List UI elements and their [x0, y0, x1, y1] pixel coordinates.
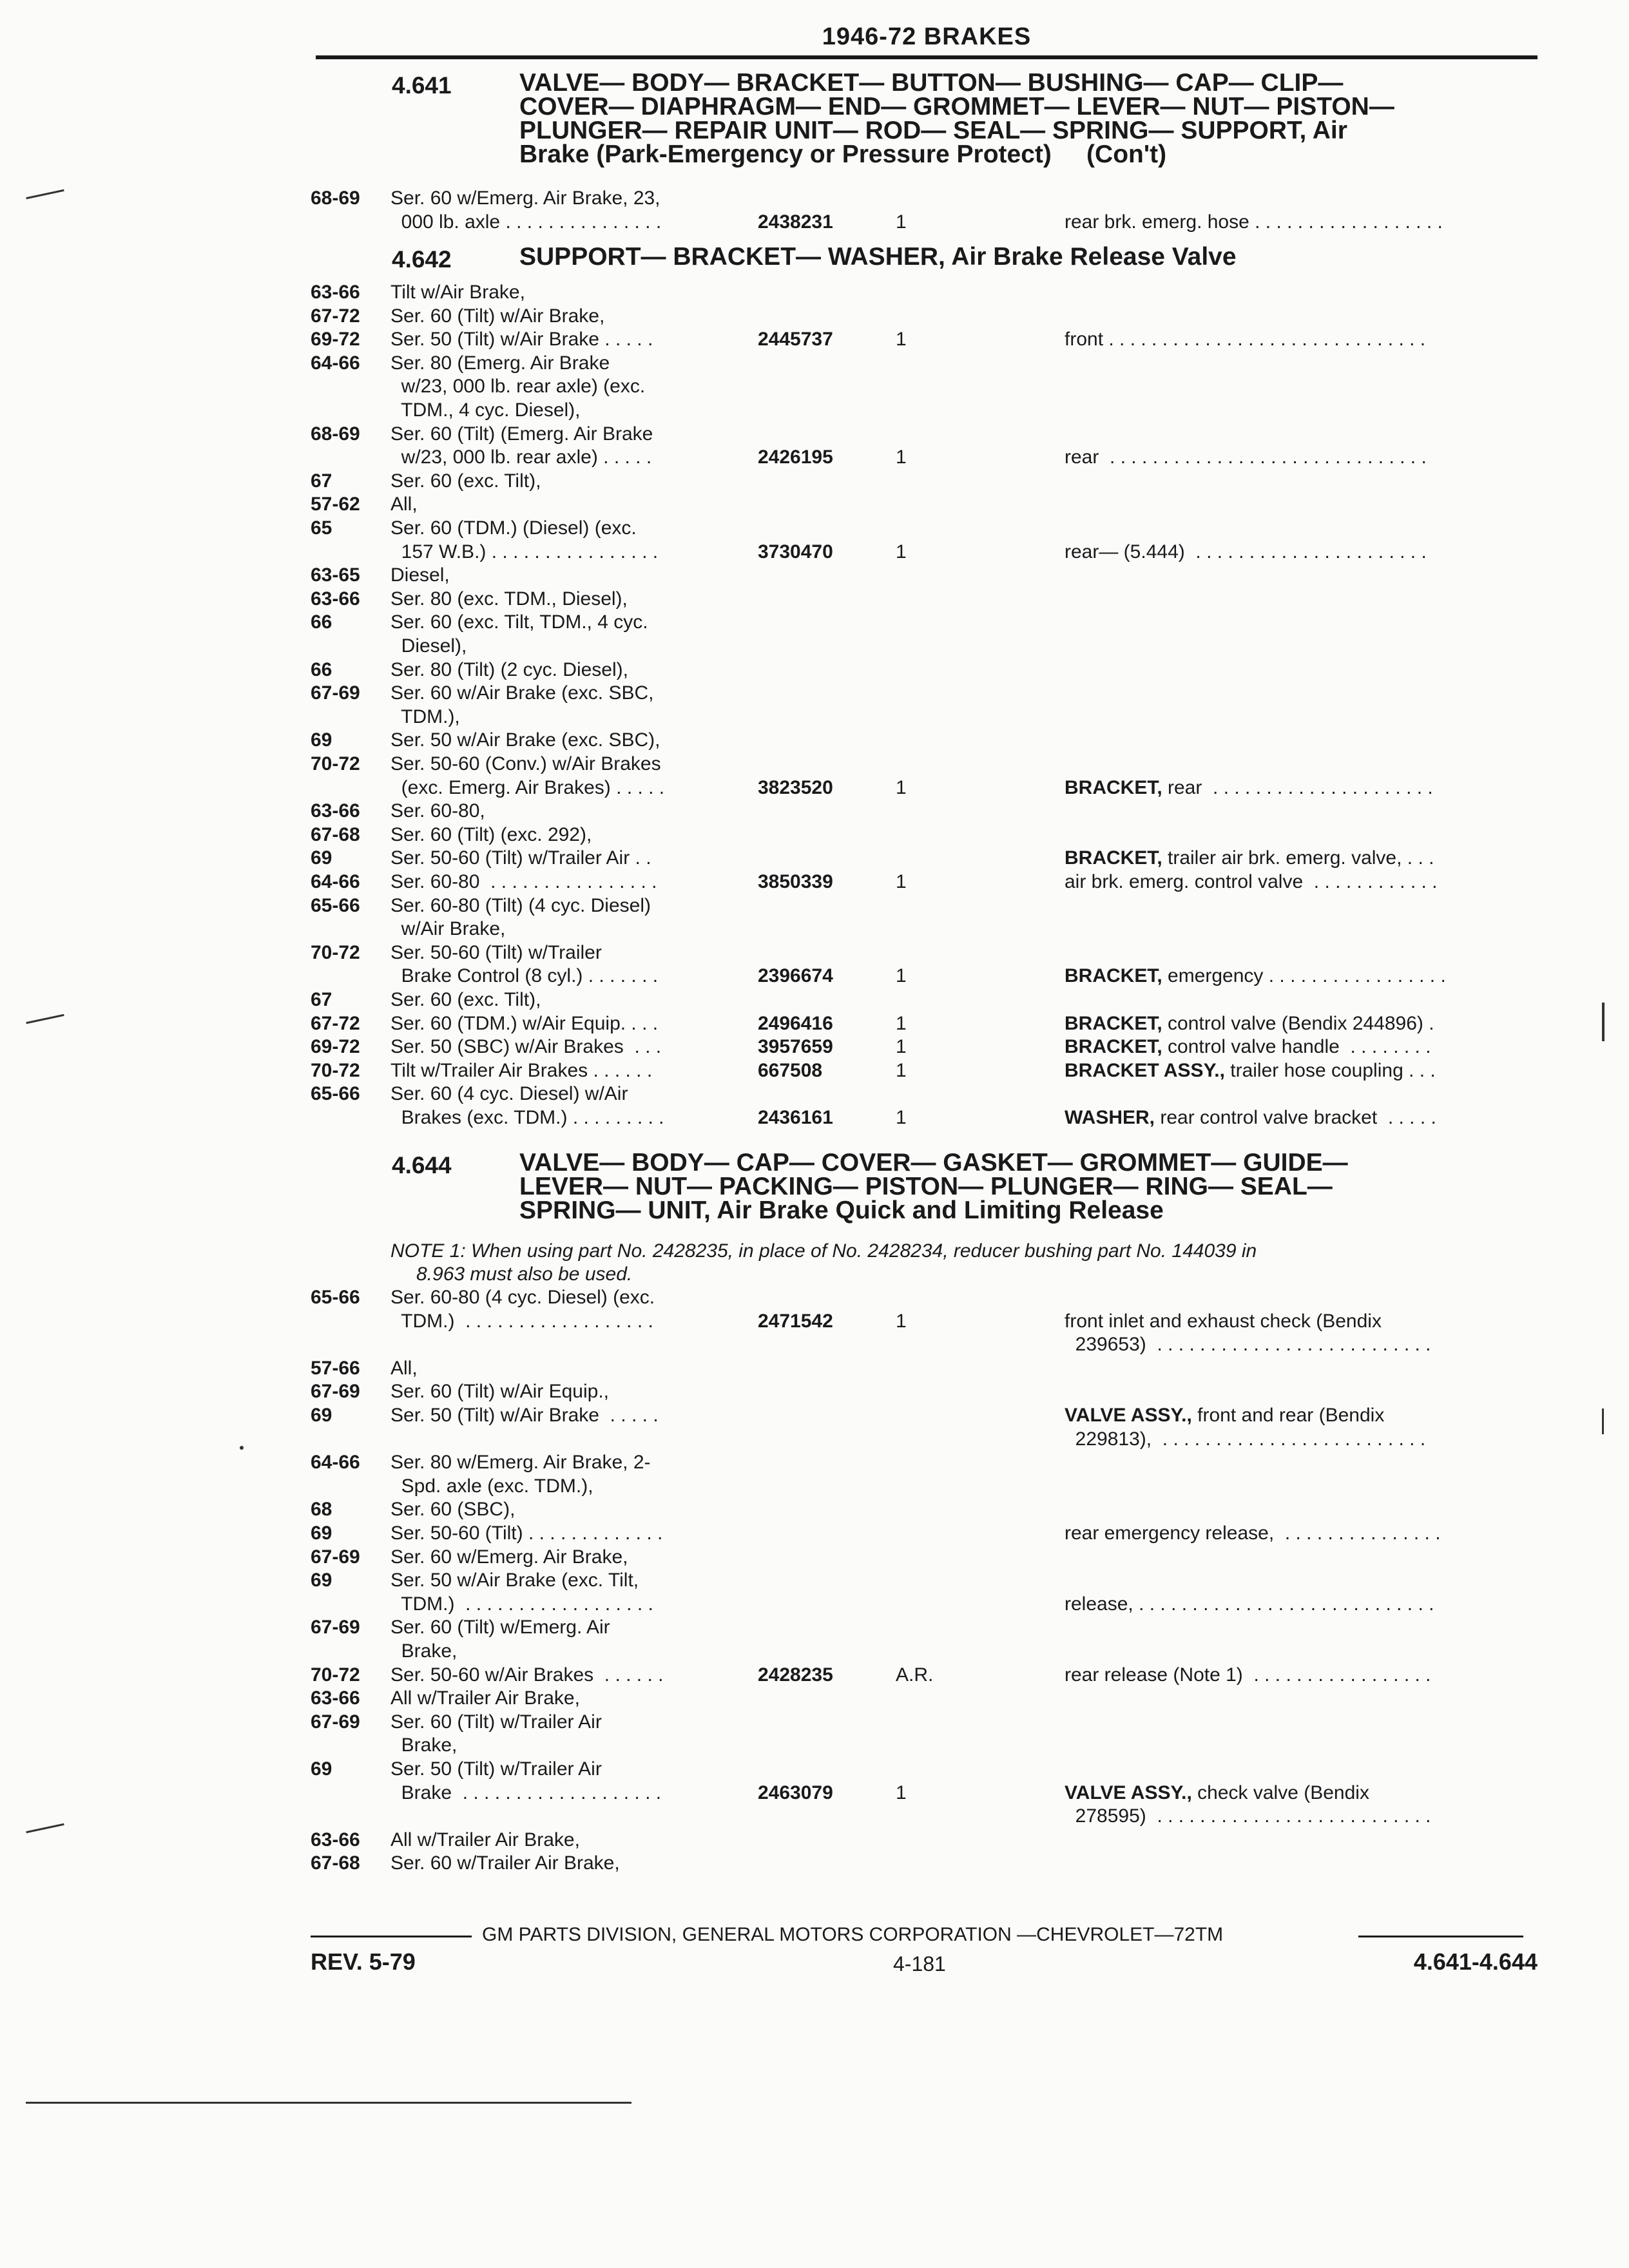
- application-desc: Ser. 50-60 (Tilt) . . . . . . . . . . . . .: [390, 1523, 663, 1544]
- table-row: [0, 187, 1629, 210]
- model-years: 67-72: [311, 1012, 360, 1034]
- part-description: [1065, 328, 1425, 351]
- table-row: [0, 870, 1629, 894]
- table-row: [0, 1310, 1629, 1333]
- table-row: [0, 1451, 1629, 1474]
- application-desc: 157 W.B.) . . . . . . . . . . . . . . . .: [390, 541, 659, 562]
- part-description: [1065, 1593, 1434, 1616]
- application-desc: Tilt w/Air Brake,: [390, 282, 525, 303]
- table-row: [0, 1569, 1629, 1592]
- application-desc: Ser. 60-80 (Tilt) (4 cyc. Diesel): [390, 894, 651, 916]
- model-years: 69: [311, 1758, 333, 1780]
- application-desc: Ser. 50-60 (Tilt) w/Trailer: [390, 941, 602, 963]
- table-row: [0, 1593, 1629, 1616]
- application-desc: Diesel,: [390, 564, 450, 586]
- table-row: [0, 328, 1629, 351]
- model-years: 64-66: [311, 1452, 360, 1474]
- model-years: 65-66: [311, 1287, 360, 1308]
- application-desc: All w/Trailer Air Brake,: [390, 1687, 580, 1709]
- part-name: VALVE ASSY.,: [1065, 1782, 1192, 1803]
- part-name: BRACKET ASSY.,: [1065, 1059, 1225, 1081]
- application-desc: All,: [390, 494, 418, 515]
- application-desc: Ser. 60-80 . . . . . . . . . . . . . . . .: [390, 871, 657, 892]
- part-detail: rear . . . . . . . . . . . . . . . . . . . . . . . . . . . . . .: [1065, 447, 1427, 468]
- footer-text: GM PARTS DIVISION, GENERAL MOTORS CORPORATION —CHEVROLET—72TM: [482, 1924, 1224, 1945]
- application-desc: w/23, 000 lb. rear axle) (exc.: [390, 376, 646, 398]
- application-desc: Ser. 80 w/Emerg. Air Brake, 2-: [390, 1452, 651, 1474]
- section-number: 4.641: [392, 72, 452, 99]
- application-desc: Ser. 60 (SBC),: [390, 1499, 516, 1521]
- part-detail: control valve (Bendix 244896) .: [1162, 1012, 1434, 1034]
- application-desc: Ser. 80 (Emerg. Air Brake: [390, 352, 610, 374]
- part-number: 2396674: [758, 965, 833, 987]
- footer-rule-left: [311, 1936, 472, 1937]
- part-number: 2496416: [758, 1012, 833, 1034]
- application-desc: Ser. 60 (TDM.) w/Air Equip. . . .: [390, 1012, 659, 1034]
- section-title-line: SUPPORT— BRACKET— WASHER, Air Brake Release Valve: [519, 243, 1237, 271]
- part-detail: 239653) . . . . . . . . . . . . . . . . . . . . . . . . . .: [1065, 1334, 1431, 1356]
- part-name: WASHER,: [1065, 1107, 1155, 1128]
- scan-mark: [240, 1446, 244, 1450]
- table-row: [0, 399, 1629, 422]
- part-description: [1065, 541, 1427, 564]
- table-row: [0, 305, 1629, 328]
- section-title: [519, 245, 1537, 269]
- scan-mark: [1602, 1408, 1604, 1434]
- part-name: BRACKET,: [1065, 965, 1162, 987]
- model-years: 70-72: [311, 1664, 360, 1686]
- quantity: 1: [896, 1782, 907, 1803]
- part-name: BRACKET,: [1065, 1012, 1162, 1034]
- note-line: NOTE 1: When using part No. 2428235, in place of No. 2428234, reducer bushing part No. 144039 in: [390, 1240, 1257, 1262]
- part-detail: front inlet and exhaust check (Bendix: [1065, 1310, 1382, 1332]
- application-desc: Brake,: [390, 1735, 458, 1756]
- application-desc: TDM.) . . . . . . . . . . . . . . . . . .: [390, 1593, 653, 1615]
- table-row: [0, 753, 1629, 776]
- application-desc: Spd. axle (exc. TDM.),: [390, 1475, 593, 1497]
- part-detail: rear control valve bracket . . . . .: [1155, 1107, 1436, 1128]
- quantity: 1: [896, 1059, 907, 1081]
- application-desc: Ser. 60 (TDM.) (Diesel) (exc.: [390, 517, 637, 539]
- table-row: [0, 1805, 1629, 1828]
- application-desc: TDM.),: [390, 706, 460, 727]
- table-row: [0, 1852, 1629, 1875]
- part-description: [1065, 1333, 1431, 1356]
- model-years: 67-68: [311, 823, 360, 845]
- application-desc: Ser. 60 (exc. Tilt, TDM., 4 cyc.: [390, 611, 648, 633]
- model-years: 68-69: [311, 423, 360, 445]
- table-row: [0, 1380, 1629, 1403]
- section-title-line: LEVER— NUT— PACKING— PISTON— PLUNGER— RING— SEAL—: [519, 1173, 1333, 1200]
- part-detail: release, . . . . . . . . . . . . . . . . . . . . . . . . . . . .: [1065, 1593, 1434, 1615]
- quantity: 1: [896, 776, 907, 798]
- quantity: 1: [896, 965, 907, 987]
- table-row: [0, 493, 1629, 516]
- application-desc: All w/Trailer Air Brake,: [390, 1829, 580, 1850]
- model-years: 57-62: [311, 494, 360, 515]
- table-row: [0, 588, 1629, 611]
- model-years: 68: [311, 1499, 333, 1521]
- table-row: [0, 1687, 1629, 1710]
- application-desc: Ser. 50 (Tilt) w/Trailer Air: [390, 1758, 602, 1780]
- model-years: 67-69: [311, 1381, 360, 1403]
- application-desc: w/23, 000 lb. rear axle) . . . . .: [390, 447, 652, 468]
- revision-label: REV. 5-79: [311, 1948, 416, 1975]
- part-number: 3957659: [758, 1036, 833, 1058]
- quantity: 1: [896, 211, 907, 233]
- model-years: 69: [311, 1405, 333, 1426]
- part-name: BRACKET,: [1065, 776, 1162, 798]
- model-years: 67-69: [311, 1617, 360, 1639]
- section-number: 4.642: [392, 246, 452, 273]
- table-row: [0, 1428, 1629, 1451]
- section-range: 4.641-4.644: [1413, 1948, 1537, 1975]
- table-row: [0, 1734, 1629, 1757]
- application-desc: TDM.) . . . . . . . . . . . . . . . . . .: [390, 1310, 653, 1332]
- application-desc: All,: [390, 1357, 418, 1379]
- table-row: [0, 658, 1629, 682]
- table-row: [0, 352, 1629, 375]
- application-desc: Ser. 60 (Tilt) w/Air Brake,: [390, 305, 605, 327]
- section-title-line: Brake (Park-Emergency or Pressure Protect) (Con't): [519, 140, 1167, 168]
- application-desc: TDM., 4 cyc. Diesel),: [390, 399, 581, 421]
- part-number: 3730470: [758, 541, 833, 562]
- model-years: 69: [311, 729, 333, 751]
- part-description: [1065, 1664, 1431, 1687]
- table-row: [0, 1333, 1629, 1356]
- application-desc: Ser. 60 w/Air Brake (exc. SBC,: [390, 682, 654, 704]
- page-title: 1946-72 BRAKES: [822, 23, 1032, 50]
- table-row: [0, 988, 1629, 1012]
- model-years: 63-65: [311, 564, 360, 586]
- table-row: [0, 1035, 1629, 1059]
- part-number: 2438231: [758, 211, 833, 233]
- part-description: [1065, 1782, 1369, 1805]
- part-number: 3850339: [758, 871, 833, 892]
- quantity: 1: [896, 329, 907, 351]
- part-detail: control valve handle . . . . . . . .: [1162, 1036, 1431, 1058]
- model-years: 67-69: [311, 682, 360, 704]
- application-desc: Diesel),: [390, 635, 467, 657]
- part-detail: rear . . . . . . . . . . . . . . . . . . . . .: [1162, 776, 1433, 798]
- part-number: 3823520: [758, 776, 833, 798]
- application-desc: Ser. 60-80,: [390, 800, 485, 822]
- table-row: [0, 941, 1629, 965]
- application-desc: Ser. 60 (Tilt) w/Emerg. Air: [390, 1617, 610, 1639]
- table-row: [0, 1404, 1629, 1427]
- model-years: 70-72: [311, 1059, 360, 1081]
- application-desc: Ser. 60 w/Trailer Air Brake,: [390, 1852, 620, 1874]
- table-row: [0, 1012, 1629, 1035]
- application-desc: Ser. 50-60 w/Air Brakes . . . . . .: [390, 1664, 664, 1686]
- application-desc: Ser. 50-60 (Conv.) w/Air Brakes: [390, 753, 661, 774]
- part-description: [1065, 1106, 1436, 1129]
- part-description: [1065, 1428, 1425, 1451]
- part-detail: trailer air brk. emerg. valve, . . .: [1162, 847, 1434, 869]
- model-years: 67: [311, 989, 333, 1010]
- application-desc: Brake . . . . . . . . . . . . . . . . . . .: [390, 1782, 662, 1803]
- table-row: [0, 1711, 1629, 1734]
- quantity: 1: [896, 541, 907, 562]
- part-description: [1065, 1805, 1431, 1828]
- model-years: 65: [311, 517, 333, 539]
- section-title: [519, 71, 1537, 166]
- table-row: [0, 211, 1629, 234]
- part-description: [1065, 1035, 1431, 1059]
- table-row: [0, 1640, 1629, 1663]
- model-years: 69-72: [311, 329, 360, 351]
- model-years: 70-72: [311, 753, 360, 774]
- table-row: [0, 918, 1629, 941]
- table-row: [0, 776, 1629, 800]
- table-row: [0, 1106, 1629, 1129]
- table-row: [0, 1546, 1629, 1569]
- section-title-line: PLUNGER— REPAIR UNIT— ROD— SEAL— SPRING— SUPPORT, Air: [519, 117, 1347, 144]
- model-years: 66: [311, 611, 333, 633]
- table-row: [0, 1475, 1629, 1498]
- table-row: [0, 1498, 1629, 1521]
- model-years: 67-69: [311, 1711, 360, 1733]
- quantity: 1: [896, 1036, 907, 1058]
- page-number: 4-181: [893, 1952, 946, 1975]
- part-detail: air brk. emerg. control valve . . . . . . . . . . . .: [1065, 871, 1438, 892]
- part-description: [1065, 1059, 1436, 1082]
- table-row: [0, 635, 1629, 658]
- application-desc: Ser. 80 (Tilt) (2 cyc. Diesel),: [390, 658, 628, 680]
- model-years: 68-69: [311, 187, 360, 209]
- part-number: 2426195: [758, 447, 833, 468]
- application-desc: Ser. 50 (Tilt) w/Air Brake . . . . .: [390, 329, 653, 351]
- table-row: [0, 1286, 1629, 1309]
- application-desc: Ser. 60-80 (4 cyc. Diesel) (exc.: [390, 1287, 655, 1308]
- part-description: [1065, 1404, 1384, 1427]
- application-desc: w/Air Brake,: [390, 918, 506, 940]
- part-number: 2436161: [758, 1107, 833, 1128]
- section-title-line: SPRING— UNIT, Air Brake Quick and Limiting Release: [519, 1196, 1164, 1224]
- application-desc: Brake,: [390, 1640, 458, 1662]
- application-desc: Ser. 60 (exc. Tilt),: [390, 989, 541, 1010]
- header-rule: [316, 55, 1537, 59]
- part-detail: rear— (5.444) . . . . . . . . . . . . . . . . . . . . . .: [1065, 541, 1427, 562]
- part-description: [1065, 1310, 1382, 1333]
- table-row: [0, 1758, 1629, 1781]
- table-row: [0, 706, 1629, 729]
- part-number: 2471542: [758, 1310, 833, 1332]
- application-desc: Ser. 50 w/Air Brake (exc. SBC),: [390, 729, 660, 751]
- part-detail: check valve (Bendix: [1191, 1782, 1369, 1803]
- table-row: [0, 375, 1629, 398]
- application-desc: (exc. Emerg. Air Brakes) . . . . .: [390, 776, 665, 798]
- part-detail: front . . . . . . . . . . . . . . . . . . . . . . . . . . . . . .: [1065, 329, 1426, 351]
- application-desc: Ser. 60 w/Emerg. Air Brake, 23,: [390, 187, 660, 209]
- part-name: VALVE ASSY.,: [1065, 1405, 1192, 1426]
- model-years: 64-66: [311, 871, 360, 892]
- part-detail: trailer hose coupling . . .: [1224, 1059, 1436, 1081]
- table-row: [0, 1616, 1629, 1639]
- note-line: 8.963 must also be used.: [416, 1264, 633, 1285]
- application-desc: Tilt w/Trailer Air Brakes . . . . . .: [390, 1059, 653, 1081]
- section-title-line: VALVE— BODY— BRACKET— BUTTON— BUSHING— CAP— CLIP—: [519, 69, 1344, 97]
- application-desc: Ser. 60 (Tilt) (exc. 292),: [390, 823, 592, 845]
- part-description: [1065, 1522, 1441, 1545]
- part-description: [1065, 870, 1438, 894]
- table-row: [0, 611, 1629, 634]
- table-row: [0, 847, 1629, 870]
- table-row: [0, 1829, 1629, 1852]
- model-years: 67-69: [311, 1546, 360, 1568]
- table-row: [0, 800, 1629, 823]
- quantity: 1: [896, 1107, 907, 1128]
- part-name: BRACKET,: [1065, 1036, 1162, 1058]
- part-description: [1065, 1012, 1434, 1035]
- part-detail: front and rear (Bendix: [1191, 1405, 1385, 1426]
- section-title-line: COVER— DIAPHRAGM— END— GROMMET— LEVER— NUT— PISTON—: [519, 93, 1394, 120]
- table-row: [0, 1664, 1629, 1687]
- part-number: 2463079: [758, 1782, 833, 1803]
- model-years: 69: [311, 1570, 333, 1591]
- model-years: 63-66: [311, 282, 360, 303]
- quantity: A.R.: [896, 1664, 934, 1686]
- table-row: [0, 1522, 1629, 1545]
- part-number: 667508: [758, 1059, 823, 1081]
- model-years: 69: [311, 1523, 333, 1544]
- model-years: 63-66: [311, 800, 360, 822]
- part-detail: rear emergency release, . . . . . . . . . . . . . . .: [1065, 1523, 1441, 1544]
- table-row: [0, 729, 1629, 752]
- table-row: [0, 541, 1629, 564]
- table-row: [0, 682, 1629, 705]
- application-desc: Ser. 50 w/Air Brake (exc. Tilt,: [390, 1570, 639, 1591]
- part-description: [1065, 211, 1443, 234]
- application-desc: Ser. 80 (exc. TDM., Diesel),: [390, 588, 628, 610]
- table-row: [0, 823, 1629, 847]
- table-row: [0, 281, 1629, 304]
- section-title: [519, 1151, 1537, 1222]
- application-desc: 000 lb. axle . . . . . . . . . . . . . . .: [390, 211, 662, 233]
- table-row: [0, 423, 1629, 446]
- quantity: 1: [896, 1012, 907, 1034]
- model-years: 67-68: [311, 1852, 360, 1874]
- table-row: [0, 470, 1629, 493]
- part-number: 2445737: [758, 329, 833, 351]
- model-years: 69-72: [311, 1036, 360, 1058]
- part-detail: emergency . . . . . . . . . . . . . . . . .: [1162, 965, 1446, 987]
- part-detail: rear brk. emerg. hose . . . . . . . . . . . . . . . . . .: [1065, 211, 1443, 233]
- model-years: 70-72: [311, 941, 360, 963]
- table-row: [0, 1082, 1629, 1106]
- model-years: 64-66: [311, 352, 360, 374]
- table-row: [0, 564, 1629, 587]
- model-years: 67-72: [311, 305, 360, 327]
- part-detail: rear release (Note 1) . . . . . . . . . . . . . . . . .: [1065, 1664, 1431, 1686]
- quantity: 1: [896, 447, 907, 468]
- model-years: 65-66: [311, 894, 360, 916]
- table-row: [0, 894, 1629, 918]
- model-years: 57-66: [311, 1357, 360, 1379]
- application-desc: Ser. 60 (exc. Tilt),: [390, 470, 541, 492]
- part-detail: 229813), . . . . . . . . . . . . . . . . . . . . . . . . .: [1065, 1428, 1426, 1450]
- table-row: [0, 1782, 1629, 1805]
- model-years: 63-66: [311, 588, 360, 610]
- application-desc: Brake Control (8 cyl.) . . . . . . .: [390, 965, 659, 987]
- model-years: 63-66: [311, 1829, 360, 1850]
- footer-rule-right: [1358, 1936, 1523, 1937]
- model-years: 65-66: [311, 1083, 360, 1105]
- application-desc: Ser. 60 (4 cyc. Diesel) w/Air: [390, 1083, 628, 1105]
- model-years: 69: [311, 847, 333, 869]
- application-desc: Ser. 50 (SBC) w/Air Brakes . . .: [390, 1036, 662, 1058]
- part-description: [1065, 965, 1446, 988]
- part-detail: 278595) . . . . . . . . . . . . . . . . . . . . . . . . . .: [1065, 1805, 1431, 1827]
- section-number: 4.644: [392, 1152, 452, 1178]
- application-desc: Ser. 60 (Tilt) (Emerg. Air Brake: [390, 423, 653, 445]
- model-years: 67: [311, 470, 333, 492]
- section-title-line: VALVE— BODY— CAP— COVER— GASKET— GROMMET— GUIDE—: [519, 1149, 1348, 1177]
- model-years: 63-66: [311, 1687, 360, 1709]
- part-description: [1065, 847, 1434, 870]
- table-row: [0, 965, 1629, 988]
- part-name: BRACKET,: [1065, 847, 1162, 869]
- model-years: 66: [311, 658, 333, 680]
- application-desc: Ser. 50 (Tilt) w/Air Brake . . . . .: [390, 1405, 659, 1426]
- application-desc: Ser. 60 (Tilt) w/Trailer Air: [390, 1711, 602, 1733]
- part-description: [1065, 446, 1427, 469]
- application-desc: Brakes (exc. TDM.) . . . . . . . . .: [390, 1107, 664, 1128]
- quantity: 1: [896, 1310, 907, 1332]
- table-row: [0, 517, 1629, 540]
- table-row: [0, 446, 1629, 469]
- scan-mark: [26, 2102, 631, 2104]
- table-row: [0, 1357, 1629, 1380]
- table-row: [0, 1059, 1629, 1082]
- part-description: [1065, 776, 1433, 800]
- part-number: 2428235: [758, 1664, 833, 1686]
- application-desc: Ser. 50-60 (Tilt) w/Trailer Air . .: [390, 847, 651, 869]
- application-desc: Ser. 60 (Tilt) w/Air Equip.,: [390, 1381, 609, 1403]
- scan-mark: [1602, 1003, 1605, 1041]
- application-desc: Ser. 60 w/Emerg. Air Brake,: [390, 1546, 628, 1568]
- quantity: 1: [896, 871, 907, 892]
